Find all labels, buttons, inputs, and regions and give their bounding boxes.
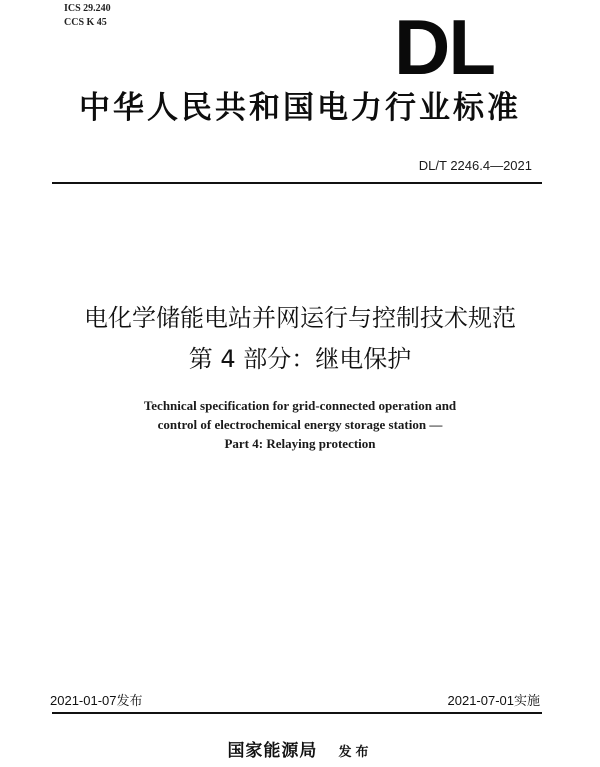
ics-code: ICS 29.240 <box>64 3 111 14</box>
standard-number: DL/T 2246.4—2021 <box>418 158 532 173</box>
english-title-line3: Part 4: Relaying protection <box>224 436 376 451</box>
publisher <box>0 736 600 761</box>
english-title-line2: control of electrochemical energy storage station — <box>157 417 443 432</box>
dl-logo: DL <box>394 3 494 91</box>
standard-category-title: 中华人民共和国电力行业标准 <box>79 90 521 126</box>
chinese-title-line2: 第 4 部分：继电保护 <box>188 345 412 373</box>
footer-divider <box>52 712 542 714</box>
publisher-action: 发布 <box>338 745 373 760</box>
publication-date: 2021-01-07发布 <box>50 693 143 708</box>
implementation-date: 2021-07-01实施 <box>447 693 540 708</box>
header-divider <box>52 182 542 184</box>
english-title-line1: Technical specification for grid-connected operation and <box>143 398 457 413</box>
publisher-name: 国家能源局 <box>227 741 318 761</box>
ccs-code: CCS K 45 <box>64 17 107 28</box>
chinese-title-line1: 电化学储能电站并网运行与控制技术规范 <box>84 304 516 332</box>
